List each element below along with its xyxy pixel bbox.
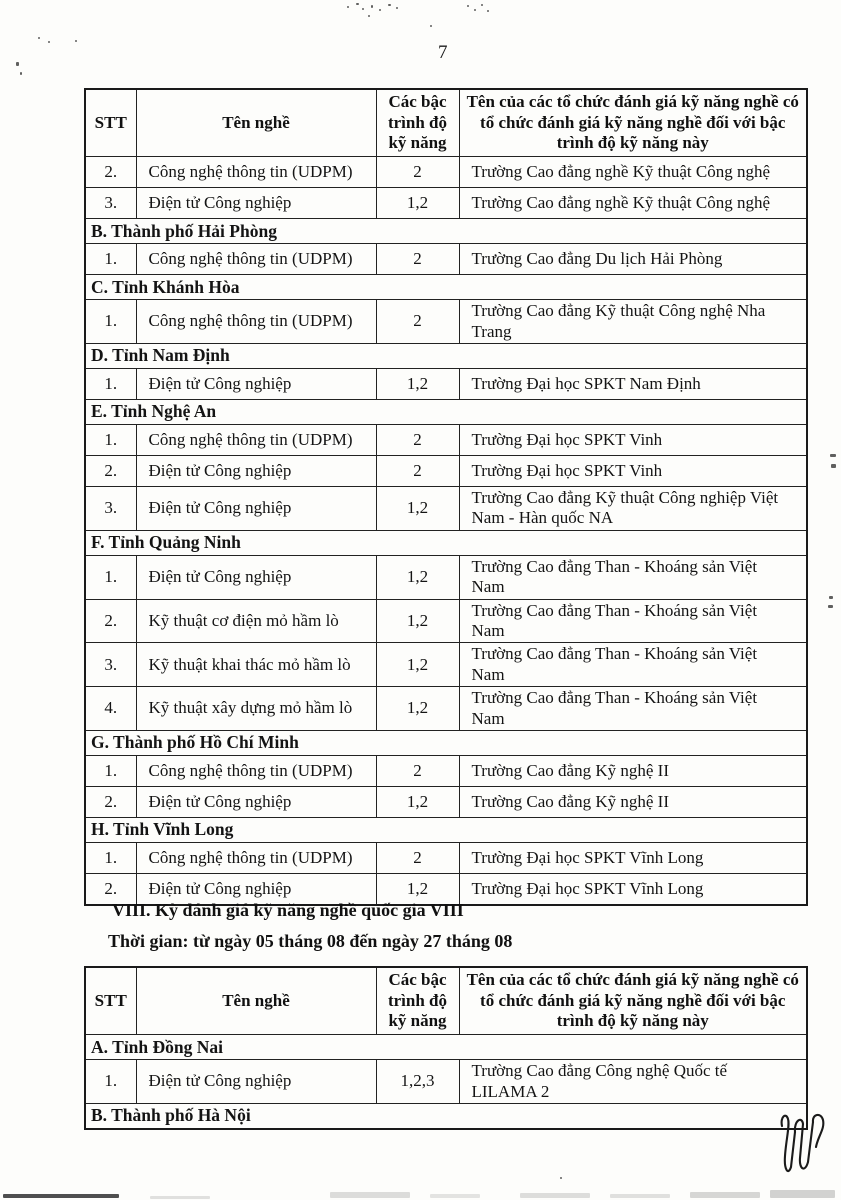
table-row [85,599,807,643]
table-row [85,455,807,486]
col-header-bac-trinh-do: Các bậc trình độ kỹ năng [376,967,459,1035]
scan-speck [362,8,364,10]
table-row [85,486,807,530]
col-header-ten-nghe: Tên nghề [136,89,376,157]
cell-stt: 2. [85,599,136,643]
cell-tochuc: Trường Cao đẳng Than - Khoáng sản Việt Nam [459,599,807,643]
table-header-row [85,89,807,157]
cell-nghe: Điện tử Công nghiệp [136,1060,376,1104]
table-row [85,786,807,817]
scan-edge-smudge [330,1192,410,1198]
scan-speck [38,37,40,39]
cell-nghe: Công nghệ thông tin (UDPM) [136,244,376,275]
scan-speck [347,6,349,8]
scan-speck [481,4,483,6]
cell-nghe: Kỹ thuật khai thác mỏ hầm lò [136,643,376,687]
cell-stt: 2. [85,786,136,817]
cell-tochuc: Trường Cao đẳng nghề Kỹ thuật Công nghệ [459,188,807,219]
cell-bac: 1,2 [376,555,459,599]
cell-nghe: Điện tử Công nghiệp [136,786,376,817]
cell-stt: 3. [85,188,136,219]
cell-nghe: Công nghệ thông tin (UDPM) [136,842,376,873]
scan-speck [48,41,50,43]
scan-speck [828,605,833,608]
cell-bac: 2 [376,455,459,486]
cell-stt: 1. [85,300,136,344]
province-section-label: A. Tỉnh Đồng Nai [85,1035,807,1060]
cell-tochuc: Trường Cao đẳng Kỹ nghệ II [459,755,807,786]
cell-tochuc: Trường Cao đẳng Du lịch Hải Phòng [459,244,807,275]
cell-tochuc: Trường Cao đẳng Kỹ nghệ II [459,786,807,817]
cell-bac: 1,2 [376,643,459,687]
table-row [85,244,807,275]
cell-tochuc: Trường Cao đẳng Kỹ thuật Công nghệ Nha Trang [459,300,807,344]
scan-speck [356,3,359,5]
table-row [85,842,807,873]
col-header-to-chuc: Tên của các tổ chức đánh giá kỹ năng nghề có tổ chức đánh giá kỹ năng nghề đối với bậc trình độ kỹ năng này [459,967,807,1035]
cell-nghe: Điện tử Công nghiệp [136,455,376,486]
cell-bac: 1,2 [376,599,459,643]
cell-nghe: Công nghệ thông tin (UDPM) [136,157,376,188]
table-row [85,687,807,731]
scan-speck [379,9,381,11]
cell-bac: 2 [376,157,459,188]
scan-edge-smudge [430,1194,480,1198]
province-section-row [85,275,807,300]
cell-bac: 1,2 [376,188,459,219]
cell-nghe: Điện tử Công nghiệp [136,555,376,599]
skill-assessment-table-vii [84,88,808,906]
scan-speck [487,10,489,12]
cell-bac: 2 [376,244,459,275]
province-section-label: D. Tỉnh Nam Định [85,343,807,368]
cell-stt: 1. [85,244,136,275]
cell-tochuc: Trường Cao đẳng Công nghệ Quốc tế LILAMA 2 [459,1060,807,1104]
section-viii-heading: VIII. Kỳ đánh giá kỹ năng nghề quốc gia VIII [112,900,464,920]
table-row [85,555,807,599]
scan-edge-smudge [610,1194,670,1198]
cell-nghe: Điện tử Công nghiệp [136,188,376,219]
province-section-label: C. Tỉnh Khánh Hòa [85,275,807,300]
cell-nghe: Kỹ thuật cơ điện mỏ hầm lò [136,599,376,643]
scan-speck [830,454,836,457]
cell-stt: 2. [85,455,136,486]
cell-tochuc: Trường Cao đẳng Than - Khoáng sản Việt Nam [459,643,807,687]
scan-speck [396,7,398,9]
cell-tochuc: Trường Cao đẳng Kỹ thuật Công nghiệp Việt Nam - Hàn quốc NA [459,486,807,530]
province-section-row [85,343,807,368]
scan-speck [368,15,370,17]
province-section-label: B. Thành phố Hà Nội [85,1103,807,1129]
cell-stt: 1. [85,368,136,399]
col-header-stt: STT [85,89,136,157]
cell-bac: 2 [376,300,459,344]
province-section-row [85,730,807,755]
cell-stt: 1. [85,842,136,873]
cell-tochuc: Trường Đại học SPKT Vĩnh Long [459,873,807,905]
cell-nghe: Công nghệ thông tin (UDPM) [136,300,376,344]
table-row [85,1060,807,1104]
scan-edge-smudge [690,1192,760,1198]
table-row [85,368,807,399]
table-row [85,188,807,219]
province-section-row [85,399,807,424]
cell-tochuc: Trường Đại học SPKT Vinh [459,424,807,455]
cell-bac: 1,2 [376,368,459,399]
province-section-label: B. Thành phố Hải Phòng [85,219,807,244]
cell-stt: 3. [85,643,136,687]
scan-speck [829,596,833,599]
scan-speck [388,4,391,6]
cell-stt: 1. [85,755,136,786]
scan-speck [831,464,836,468]
cell-nghe: Công nghệ thông tin (UDPM) [136,755,376,786]
scan-speck [16,62,19,66]
cell-nghe: Điện tử Công nghiệp [136,486,376,530]
cell-tochuc: Trường Đại học SPKT Nam Định [459,368,807,399]
scan-speck [560,1177,562,1179]
cell-tochuc: Trường Đại học SPKT Vĩnh Long [459,842,807,873]
province-section-row [85,530,807,555]
table-row [85,643,807,687]
cell-tochuc: Trường Cao đẳng nghề Kỹ thuật Công nghệ [459,157,807,188]
col-header-bac-trinh-do: Các bậc trình độ kỹ năng [376,89,459,157]
province-section-row [85,1035,807,1060]
cell-stt: 1. [85,424,136,455]
cell-nghe: Điện tử Công nghiệp [136,873,376,905]
province-section-label: G. Thành phố Hồ Chí Minh [85,730,807,755]
scan-speck [474,9,476,11]
scan-speck [371,5,373,8]
col-header-stt: STT [85,967,136,1035]
cell-bac: 2 [376,842,459,873]
col-header-ten-nghe: Tên nghề [136,967,376,1035]
scan-edge-bar [3,1194,119,1198]
province-section-row [85,817,807,842]
province-section-row [85,219,807,244]
cell-tochuc: Trường Cao đẳng Than - Khoáng sản Việt Nam [459,555,807,599]
cell-bac: 2 [376,755,459,786]
table-row [85,300,807,344]
province-section-label: E. Tỉnh Nghệ An [85,399,807,424]
skill-assessment-table-viii [84,966,808,1130]
cell-stt: 2. [85,873,136,905]
cell-nghe: Điện tử Công nghiệp [136,368,376,399]
scan-edge-smudge [150,1196,210,1199]
cell-stt: 1. [85,1060,136,1104]
cell-bac: 2 [376,424,459,455]
cell-tochuc: Trường Đại học SPKT Vinh [459,455,807,486]
table-header-row [85,967,807,1035]
cell-stt: 2. [85,157,136,188]
cell-bac: 1,2 [376,786,459,817]
scan-edge-smudge [520,1193,590,1198]
cell-tochuc: Trường Cao đẳng Than - Khoáng sản Việt Nam [459,687,807,731]
scan-speck [430,25,432,27]
cell-bac: 1,2 [376,486,459,530]
table-row [85,755,807,786]
province-section-label: F. Tỉnh Quảng Ninh [85,530,807,555]
scan-speck [467,5,469,7]
scan-speck [75,40,77,42]
table-row [85,157,807,188]
signature-scribble-icon [778,1110,830,1184]
cell-nghe: Công nghệ thông tin (UDPM) [136,424,376,455]
scan-speck [20,72,22,75]
cell-nghe: Kỹ thuật xây dựng mỏ hầm lò [136,687,376,731]
cell-bac: 1,2,3 [376,1060,459,1104]
province-section-row [85,1103,807,1129]
page-number: 7 [438,42,448,63]
province-section-label: H. Tỉnh Vĩnh Long [85,817,807,842]
cell-stt: 4. [85,687,136,731]
col-header-to-chuc: Tên của các tổ chức đánh giá kỹ năng nghề có tổ chức đánh giá kỹ năng nghề đối với bậc trình độ kỹ năng này [459,89,807,157]
section-viii-time: Thời gian: từ ngày 05 tháng 08 đến ngày 27 tháng 08 [108,931,513,951]
cell-bac: 1,2 [376,873,459,905]
table-row [85,424,807,455]
cell-stt: 1. [85,555,136,599]
cell-bac: 1,2 [376,687,459,731]
cell-stt: 3. [85,486,136,530]
scan-edge-smudge [770,1190,835,1198]
